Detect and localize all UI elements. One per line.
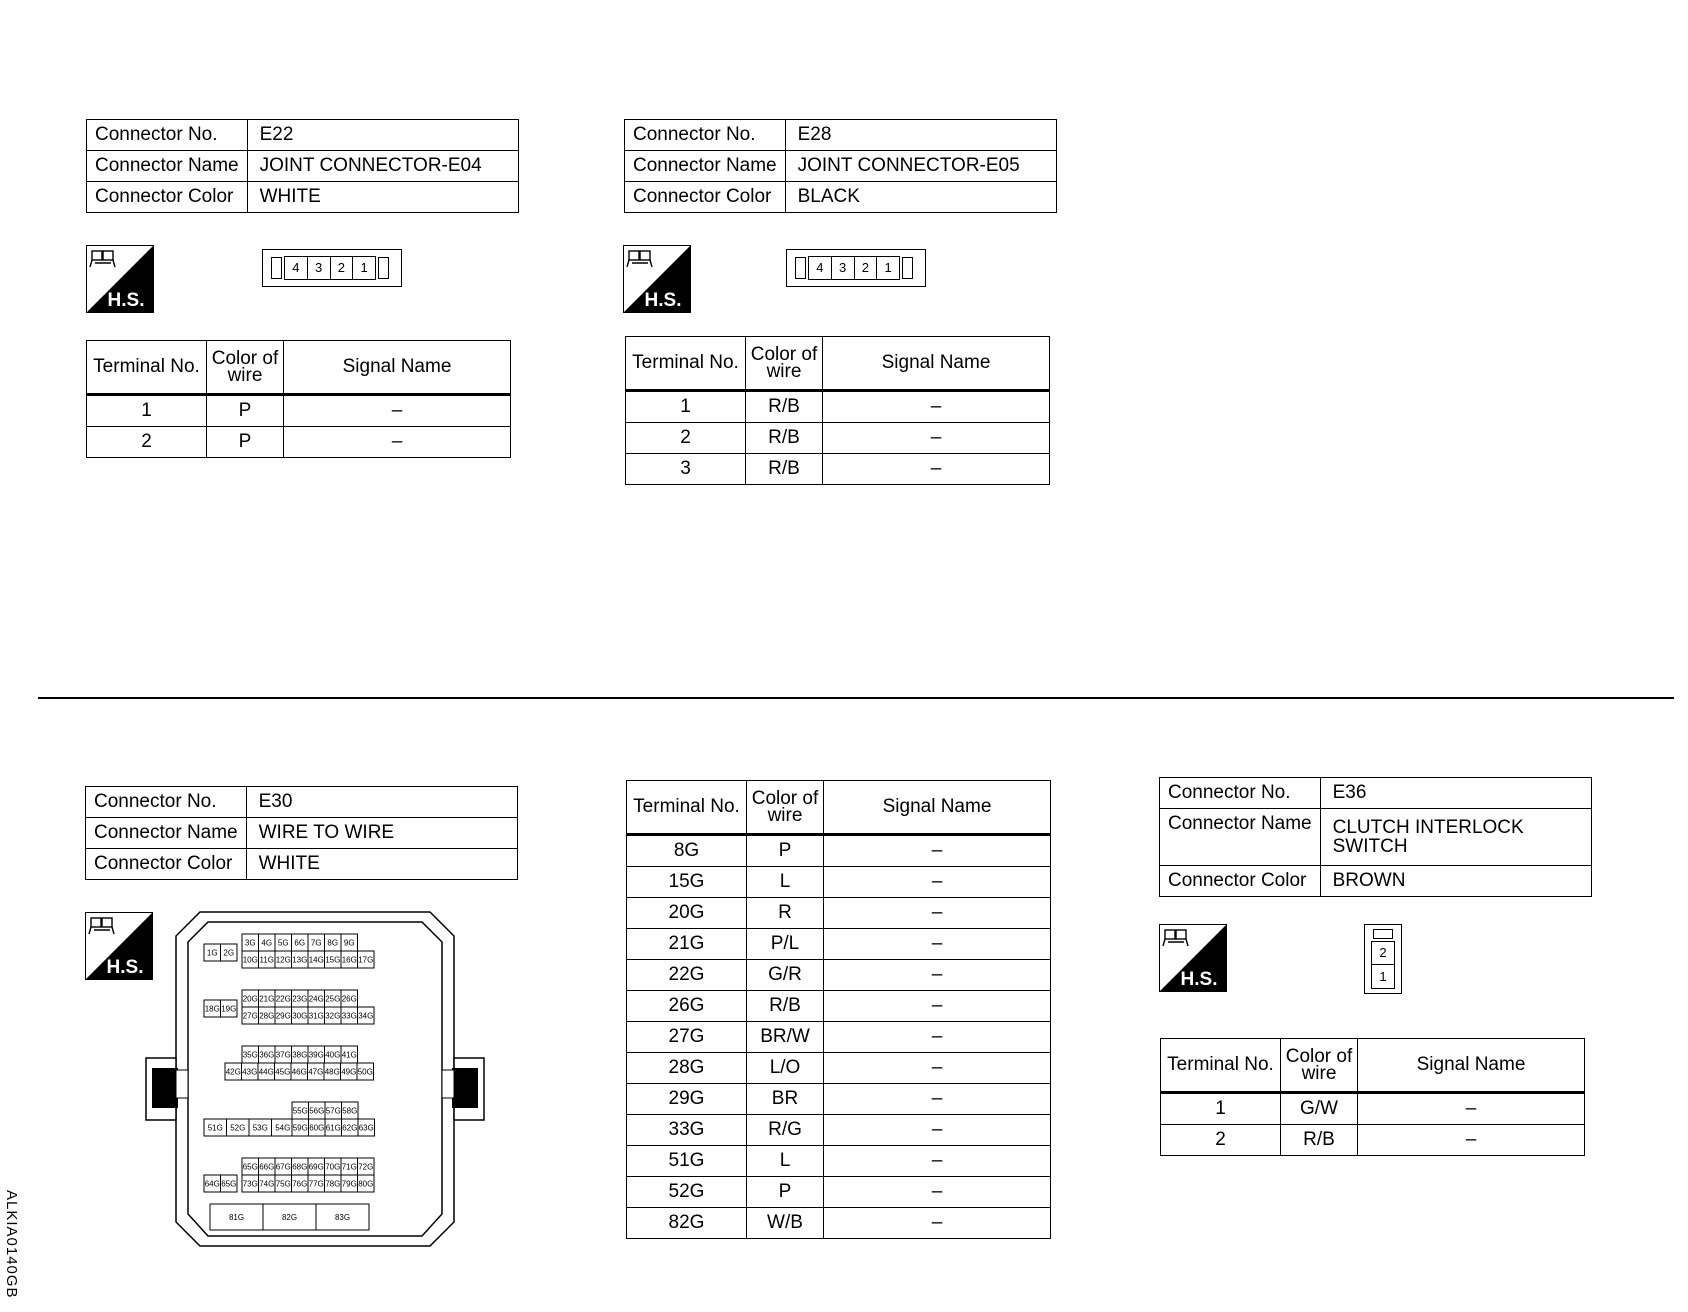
connector-face-e22 [262,249,402,287]
value-connector-name: WIRE TO WIRE [246,818,517,849]
connector-info-e28 [624,119,1057,213]
harness-side-icon [86,245,154,313]
hs-label: H.S. [106,957,144,978]
pin-label: 41G [341,1050,357,1060]
pin-label: 17G [358,955,374,965]
connector-face-e30 [140,910,490,1248]
pin-label: 33G [341,1011,357,1021]
pin-label: 9G [343,938,355,948]
pin-label: 74G [259,1179,275,1189]
signal-name-cell: – [824,960,1051,991]
pin-label: 66G [259,1162,275,1172]
header-terminal-no: Terminal No. [627,781,747,835]
terminal-no-cell: 8G [627,835,747,867]
pin: 2 [855,257,878,279]
harness-side-icon [1159,924,1227,992]
table-row [1161,1093,1585,1125]
pin-label: 56G [309,1106,325,1116]
wire-color-cell: P [747,1177,824,1208]
label-connector-name: Connector Name [625,151,786,182]
pin-label: 4G [261,938,273,948]
pin-label: 24G [308,994,324,1004]
signal-name-cell: – [824,1084,1051,1115]
signal-name-cell: – [824,1022,1051,1053]
terminal-no-cell: 1 [1161,1093,1281,1125]
signal-name-cell: – [1358,1093,1585,1125]
label-connector-color: Connector Color [86,849,247,880]
pin-label: 60G [309,1123,325,1133]
connector-latch [378,257,389,279]
connector-latch [795,257,806,279]
pin-label: 18G [204,1004,220,1014]
terminal-no-cell: 2 [1161,1125,1281,1156]
pin-label: 5G [277,938,289,948]
pin-label: 70G [325,1162,341,1172]
pin-row [808,256,900,280]
header-signal-name: Signal Name [824,781,1051,835]
pin-label: 1G [206,948,218,958]
pin-label: 77G [308,1179,324,1189]
terminal-no-cell: 2 [626,423,746,454]
pin-label: 38G [292,1050,308,1060]
pin-label: 20G [242,994,258,1004]
table-row [626,454,1050,485]
wire-color-cell: R [747,898,824,929]
wire-color-cell: P/L [747,929,824,960]
pin-label: 3G [244,938,256,948]
label-connector-name: Connector Name [87,151,248,182]
terminal-no-cell: 21G [627,929,747,960]
header-signal-name: Signal Name [823,337,1050,391]
pin-label: 10G [242,955,258,965]
pin-label: 45G [275,1067,291,1077]
value-connector-color: WHITE [246,849,517,880]
signal-name-cell: – [824,1146,1051,1177]
wire-color-cell: W/B [747,1208,824,1239]
terminal-no-cell: 3 [626,454,746,485]
label-connector-no: Connector No. [87,120,248,151]
pin-label: 50G [357,1067,373,1077]
pin: 4 [285,257,308,279]
label-connector-no: Connector No. [86,787,247,818]
pin-label: 79G [341,1179,357,1189]
pin-column [1371,941,1395,989]
value-connector-no: E30 [246,787,517,818]
wire-color-cell: R/B [746,423,823,454]
value-connector-no: E22 [247,120,518,151]
table-row [627,835,1051,867]
connector-latch [902,257,913,279]
table-row [627,1022,1051,1053]
signal-name-cell: – [824,991,1051,1022]
pin-label: 39G [308,1050,324,1060]
table-row [627,1177,1051,1208]
terminal-no-cell: 1 [626,391,746,423]
table-row [627,929,1051,960]
pin-label: 30G [292,1011,308,1021]
wire-color-cell: BR [747,1084,824,1115]
signal-name-cell: – [824,1053,1051,1084]
connector-latch [271,257,282,279]
pin-label: 47G [308,1067,324,1077]
wire-color-cell: R/B [1281,1125,1358,1156]
wire-color-cell: R/B [747,991,824,1022]
table-row [87,427,511,458]
terminal-no-cell: 1 [87,395,207,427]
header-terminal-no: Terminal No. [626,337,746,391]
table-row [626,391,1050,423]
header-color-of-wire: Color of wire [1281,1039,1358,1093]
pin-label: 27G [242,1011,258,1021]
signal-name-cell: – [824,1208,1051,1239]
harness-side-icon [623,245,691,313]
wire-color-cell: L [747,867,824,898]
section-divider [38,697,1674,699]
pin-label: 59G [292,1123,308,1133]
pin-label: 13G [292,955,308,965]
connector-info-e22 [86,119,519,213]
wire-color-cell: R/B [746,454,823,485]
pin-label: 54G [275,1123,291,1133]
header-terminal-no: Terminal No. [1161,1039,1281,1093]
pin: 1 [884,260,892,275]
signal-name-cell: – [823,454,1050,485]
signal-name-cell: – [824,835,1051,867]
terminal-no-cell: 2 [87,427,207,458]
hs-label: H.S. [107,290,145,311]
signal-name-cell: – [823,391,1050,423]
terminal-no-cell: 27G [627,1022,747,1053]
signal-name-cell: – [1358,1125,1585,1156]
hs-label: H.S. [1180,969,1218,990]
pin: 2 [1372,942,1394,965]
label-connector-color: Connector Color [625,182,786,213]
pin-label: 61G [325,1123,341,1133]
pin-label: 42G [225,1067,241,1077]
pin-label: 23G [292,994,308,1004]
pin-label: 67G [275,1162,291,1172]
terminal-table-e36 [1160,1038,1585,1156]
table-row [627,1115,1051,1146]
table-row [627,1084,1051,1115]
table-row [627,1208,1051,1239]
pin: 1 [1379,969,1387,984]
pin: 4 [809,257,832,279]
header-color-of-wire: Color of wire [746,337,823,391]
pin-label: 22G [275,994,291,1004]
pin-label: 16G [341,955,357,965]
label-connector-no: Connector No. [1160,778,1321,809]
pin-label: 43G [242,1067,258,1077]
pin-label: 65G [221,1179,237,1189]
value-connector-name: JOINT CONNECTOR-E05 [785,151,1056,182]
pin-label: 57G [325,1106,341,1116]
label-connector-name: Connector Name [1160,809,1321,866]
table-row [87,395,511,427]
pin-label: 6G [294,938,306,948]
pin-label: 36G [259,1050,275,1060]
signal-name-cell: – [824,929,1051,960]
hs-label: H.S. [644,290,682,311]
pin-label: 83G [334,1213,351,1222]
pin-label: 69G [308,1162,324,1172]
label-connector-name: Connector Name [86,818,247,849]
terminal-no-cell: 28G [627,1053,747,1084]
pin-label: 75G [275,1179,291,1189]
header-terminal-no: Terminal No. [87,341,207,395]
pin-label: 65G [242,1162,258,1172]
value-connector-name: JOINT CONNECTOR-E04 [247,151,518,182]
terminal-no-cell: 20G [627,898,747,929]
terminal-no-cell: 52G [627,1177,747,1208]
pin-row [284,256,376,280]
terminal-no-cell: 51G [627,1146,747,1177]
pin-label: 28G [259,1011,275,1021]
terminal-table-e22 [86,340,511,458]
table-row [626,423,1050,454]
pin-label: 73G [242,1179,258,1189]
signal-name-cell: – [284,395,511,427]
pin-label: 31G [308,1011,324,1021]
pin-label: 40G [325,1050,341,1060]
pin-label: 62G [342,1123,358,1133]
table-row [627,898,1051,929]
pin-label: 51G [207,1123,223,1133]
wire-color-cell: L/O [747,1053,824,1084]
value-connector-color: BROWN [1320,866,1591,897]
pin-label: 19G [221,1004,237,1014]
pin-label: 55G [292,1106,308,1116]
pin-label: 63G [358,1123,374,1133]
pin-label: 2G [223,948,235,958]
table-row [627,960,1051,991]
pin-label: 12G [275,955,291,965]
terminal-no-cell: 15G [627,867,747,898]
pin-label: 46G [291,1067,307,1077]
table-row [627,1146,1051,1177]
pin-label: 32G [325,1011,341,1021]
pin: 3 [832,257,855,279]
pin-label: 15G [325,955,341,965]
pin-label: 21G [259,994,275,1004]
wire-color-cell: G/R [747,960,824,991]
pin-label: 14G [308,955,324,965]
pin-label: 81G [228,1213,245,1222]
wire-color-cell: G/W [1281,1093,1358,1125]
pin: 3 [308,257,331,279]
pin-label: 71G [341,1162,357,1172]
header-color-of-wire: Color of wire [747,781,824,835]
value-connector-color: BLACK [785,182,1056,213]
header-color-of-wire: Color of wire [207,341,284,395]
signal-name-cell: – [824,898,1051,929]
table-row [627,991,1051,1022]
label-connector-color: Connector Color [1160,866,1321,897]
document-code: ALKIA0140GB [3,1190,20,1299]
pin-label: 7G [310,938,322,948]
value-connector-color: WHITE [247,182,518,213]
connector-info-e30 [85,786,518,880]
connector-latch [1373,929,1393,939]
signal-name-cell: – [823,423,1050,454]
terminal-no-cell: 29G [627,1084,747,1115]
wire-color-cell: L [747,1146,824,1177]
header-signal-name: Signal Name [1358,1039,1585,1093]
pin-label: 25G [325,994,341,1004]
pin-label: 44G [258,1067,274,1077]
value-connector-name: CLUTCH INTERLOCK SWITCH [1320,809,1591,866]
terminal-no-cell: 26G [627,991,747,1022]
pin-label: 58G [342,1106,358,1116]
table-row [627,867,1051,898]
pin-label: 48G [324,1067,340,1077]
header-signal-name: Signal Name [284,341,511,395]
pin-label: 52G [230,1123,246,1133]
label-connector-color: Connector Color [87,182,248,213]
wire-color-cell: P [207,395,284,427]
pin: 2 [331,257,354,279]
pin-label: 49G [341,1067,357,1077]
connector-info-e36 [1159,777,1592,897]
wire-color-cell: P [747,835,824,867]
pin-label: 64G [204,1179,220,1189]
label-connector-no: Connector No. [625,120,786,151]
pin-label: 26G [341,994,357,1004]
wire-color-cell: R/G [747,1115,824,1146]
pin-label: 72G [358,1162,374,1172]
connector-face-e36 [1364,924,1402,994]
terminal-no-cell: 33G [627,1115,747,1146]
value-connector-no: E28 [785,120,1056,151]
signal-name-cell: – [824,1177,1051,1208]
wire-color-cell: P [207,427,284,458]
pin: 1 [360,260,368,275]
table-row [627,1053,1051,1084]
terminal-no-cell: 82G [627,1208,747,1239]
value-connector-no: E36 [1320,778,1591,809]
pin-label: 34G [358,1011,374,1021]
pin-label: 53G [252,1123,268,1133]
connector-face-e28 [786,249,926,287]
pin-label: 37G [275,1050,291,1060]
pin-label: 76G [292,1179,308,1189]
table-row [1161,1125,1585,1156]
signal-name-cell: – [284,427,511,458]
pin-label: 68G [292,1162,308,1172]
pin-label: 11G [259,955,275,965]
pin-label: 35G [242,1050,258,1060]
pin-label: 29G [275,1011,291,1021]
terminal-no-cell: 22G [627,960,747,991]
wire-color-cell: R/B [746,391,823,423]
pin-label: 82G [281,1213,298,1222]
pin-label: 80G [358,1179,374,1189]
terminal-table-e28 [625,336,1050,485]
signal-name-cell: – [824,1115,1051,1146]
pin-label: 78G [325,1179,341,1189]
terminal-table-e30 [626,780,1051,1239]
pin-label: 8G [327,938,339,948]
wire-color-cell: BR/W [747,1022,824,1053]
signal-name-cell: – [824,867,1051,898]
